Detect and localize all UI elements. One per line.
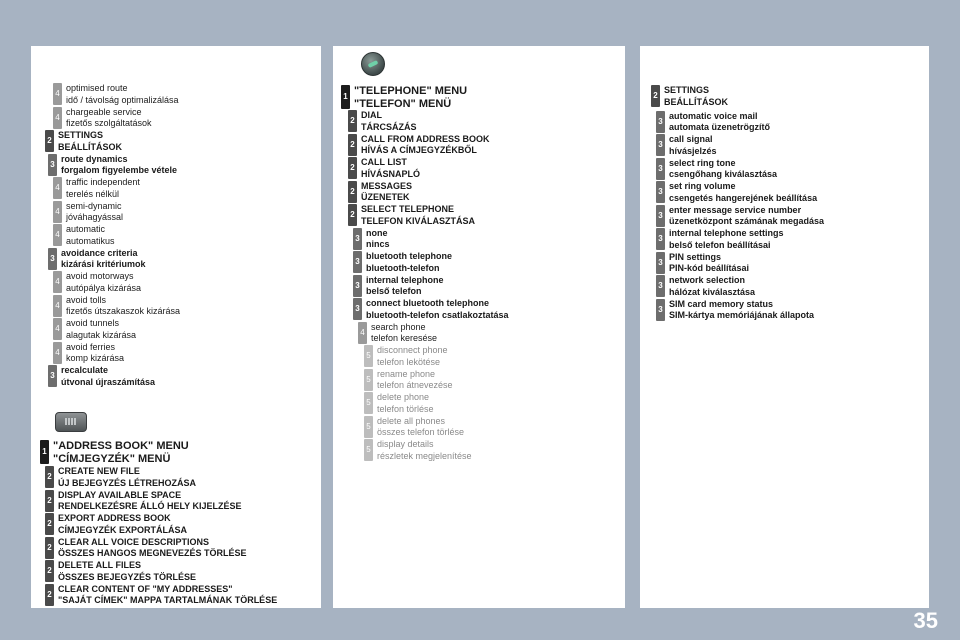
menu-item [656, 181, 817, 204]
level-badge: 3 [656, 228, 665, 250]
item-label-en: delete all phones [377, 415, 446, 426]
level-badge: 4 [358, 322, 367, 344]
item-label-en: set ring volume [669, 181, 736, 191]
page-number: 35 [913, 608, 938, 633]
item-label-hu: hálózat kiválasztása [669, 286, 756, 297]
level-badge: 3 [48, 154, 57, 176]
item-label-hu: alagutak kizárása [66, 329, 137, 340]
level-badge: 4 [53, 83, 62, 105]
level-badge: 5 [364, 416, 373, 438]
menu-item [353, 228, 390, 251]
item-label-en: avoid tolls [66, 294, 107, 305]
item-label-hu: nincs [366, 239, 390, 249]
item-label-en: CALL FROM ADDRESS BOOK [361, 133, 490, 144]
level-badge: 2 [348, 157, 357, 179]
item-label-en: avoid ferries [66, 341, 116, 352]
level-badge: 3 [48, 248, 57, 270]
item-label-hu: üzenetközpont számának megadása [669, 216, 825, 226]
menu-item [40, 440, 189, 465]
item-label-hu: TELEFON KIVÁLASZTÁSA [361, 215, 475, 226]
menu-item [348, 134, 490, 157]
item-label-en: SETTINGS [664, 85, 710, 95]
item-label-en: select ring tone [669, 157, 736, 168]
item-label-en: DIAL [361, 110, 382, 120]
item-label-en: none [366, 227, 388, 238]
level-badge: 3 [656, 299, 665, 321]
item-label-en: bluetooth telephone [366, 251, 452, 261]
item-label-hu: HÍVÁSNAPLÓ [361, 168, 421, 179]
menu-item [651, 85, 728, 108]
item-label-hu: "TELEFON" MENÜ [354, 97, 452, 110]
item-label-en: PIN settings [669, 251, 722, 262]
item-label-en: network selection [669, 275, 746, 285]
menu-item [656, 134, 717, 157]
level-badge: 3 [656, 181, 665, 203]
menu-item [656, 252, 749, 275]
menu-item [348, 157, 420, 180]
item-label-en: DELETE ALL FILES [58, 560, 142, 570]
level-badge: 4 [53, 271, 62, 293]
menu-item [364, 439, 472, 462]
item-label-en: recalculate [61, 365, 109, 375]
menu-item [364, 392, 434, 415]
item-label-en: SIM card memory status [669, 298, 774, 309]
menu-item [53, 107, 152, 130]
item-label-hu: "SAJÁT CÍMEK" MAPPA TARTALMÁNAK TÖRLÉSE [58, 595, 278, 605]
menu-item [45, 513, 187, 536]
level-badge: 3 [656, 252, 665, 274]
item-label-hu: SIM-kártya memóriájának állapota [669, 310, 815, 320]
item-label-en: connect bluetooth telephone [366, 298, 489, 308]
menu-item [353, 275, 444, 298]
telephone-icon [361, 52, 385, 76]
item-label-hu: bluetooth-telefon csatlakoztatása [366, 309, 509, 320]
menu-item [48, 365, 155, 388]
menu-item [353, 251, 452, 274]
item-label-en: SETTINGS [58, 130, 104, 140]
menu-item [53, 318, 136, 341]
item-label-en: rename phone [377, 368, 436, 379]
item-label-hu: fizetős útszakaszok kizárása [66, 306, 181, 316]
menu-item [348, 204, 475, 227]
item-label-en: delete phone [377, 392, 430, 402]
item-label-en: traffic independent [66, 177, 140, 187]
level-badge: 4 [53, 107, 62, 129]
menu-item [45, 537, 247, 560]
item-label-en: internal telephone settings [669, 228, 784, 238]
menu-item [656, 158, 777, 181]
menu-item [53, 271, 141, 294]
menu-item [364, 369, 453, 392]
menu-item [353, 298, 509, 321]
column-telephone-menu [333, 46, 625, 608]
level-badge: 2 [348, 204, 357, 226]
item-label-en: disconnect phone [377, 345, 448, 355]
level-badge: 3 [656, 275, 665, 297]
item-label-hu: jóváhagyással [66, 212, 124, 222]
menu-item [656, 111, 770, 134]
item-label-hu: autópálya kizárása [66, 282, 142, 293]
item-label-en: DISPLAY AVAILABLE SPACE [58, 489, 182, 500]
menu-item [364, 345, 448, 368]
menu-item [348, 110, 417, 133]
item-label-en: enter message service number [669, 204, 802, 215]
menu-item [48, 248, 146, 271]
item-label-hu: idő / távolság optimalizálása [66, 94, 179, 105]
level-badge: 4 [53, 224, 62, 246]
item-label-hu: PIN-kód beállításai [669, 263, 750, 273]
item-label-hu: belső telefon beállításai [669, 239, 771, 250]
level-badge: 1 [40, 440, 49, 464]
item-label-en: semi-dynamic [66, 200, 122, 211]
item-label-hu: kizárási kritériumok [61, 259, 146, 269]
item-label-hu: RENDELKEZÉSRE ÁLLÓ HELY KIJELZÉSE [58, 501, 242, 511]
level-badge: 2 [651, 85, 660, 107]
item-label-hu: fizetős szolgáltatások [66, 118, 152, 128]
item-label-hu: automatikus [66, 235, 115, 246]
level-badge: 5 [364, 369, 373, 391]
item-label-hu: összes telefon törlése [377, 427, 465, 437]
level-badge: 3 [656, 158, 665, 180]
item-label-en: search phone [371, 321, 426, 332]
item-label-en: CREATE NEW FILE [58, 466, 140, 476]
menu-item [364, 416, 464, 439]
level-badge: 5 [364, 345, 373, 367]
level-badge: 5 [364, 439, 373, 461]
menu-item [48, 154, 177, 177]
column-navigation-settings [31, 46, 321, 608]
item-label-hu: csengetés hangerejének beállítása [669, 192, 818, 203]
level-badge: 3 [656, 111, 665, 133]
item-label-hu: telefon lekötése [377, 356, 441, 367]
menu-item [45, 130, 122, 153]
menu-item [45, 490, 242, 513]
address-book-icon [55, 412, 87, 432]
level-badge: 2 [45, 466, 54, 488]
level-badge: 3 [656, 205, 665, 227]
item-label-en: internal telephone [366, 274, 444, 285]
level-badge: 3 [353, 228, 362, 250]
item-label-en: display details [377, 439, 434, 449]
menu-item [656, 275, 755, 298]
item-label-en: avoidance criteria [61, 247, 138, 258]
level-badge: 4 [53, 177, 62, 199]
item-label-hu: csengőhang kiválasztása [669, 169, 778, 179]
item-label-hu: részletek megjelenítése [377, 450, 472, 461]
level-badge: 4 [53, 295, 62, 317]
level-badge: 4 [53, 318, 62, 340]
item-label-en: automatic voice mail [669, 110, 758, 121]
menu-item [45, 560, 196, 583]
item-label-hu: telefon törlése [377, 403, 434, 414]
menu-item [656, 205, 824, 228]
column-telephone-settings [640, 46, 929, 608]
item-label-hu: ÚJ BEJEGYZÉS LÉTREHOZÁSA [58, 477, 197, 488]
item-label-hu: ÖSSZES HANGOS MEGNEVEZÉS TÖRLÉSE [58, 548, 247, 558]
menu-item [53, 201, 123, 224]
item-label-en: EXPORT ADDRESS BOOK [58, 513, 171, 523]
menu-item [53, 177, 140, 200]
level-badge: 2 [45, 490, 54, 512]
menu-item [53, 295, 180, 318]
item-label-hu: belső telefon [366, 286, 422, 296]
menu-item [53, 224, 115, 247]
item-label-hu: BEÁLLÍTÁSOK [664, 96, 728, 107]
item-label-hu: ÜZENETEK [361, 192, 410, 202]
menu-item [358, 322, 437, 345]
item-label-en: automatic [66, 224, 106, 234]
item-label-en: CLEAR ALL VOICE DESCRIPTIONS [58, 536, 210, 547]
menu-item [53, 342, 124, 365]
item-label-hu: ÖSSZES BEJEGYZÉS TÖRLÉSE [58, 571, 197, 582]
level-badge: 1 [341, 85, 350, 109]
item-label-hu: útvonal újraszámítása [61, 376, 156, 387]
level-badge: 4 [53, 342, 62, 364]
level-badge: 3 [353, 298, 362, 320]
item-label-en: SELECT TELEPHONE [361, 204, 455, 214]
level-badge: 2 [348, 181, 357, 203]
item-label-en: call signal [669, 134, 713, 144]
level-badge: 2 [45, 560, 54, 582]
level-badge: 3 [656, 134, 665, 156]
menu-item [45, 584, 277, 607]
level-badge: 5 [364, 392, 373, 414]
item-label-en: avoid tunnels [66, 318, 120, 328]
level-badge: 4 [53, 201, 62, 223]
item-label-hu: bluetooth-telefon [366, 262, 440, 273]
level-badge: 2 [348, 110, 357, 132]
item-label-hu: komp kizárása [66, 353, 125, 363]
menu-item [348, 181, 412, 204]
item-label-en: CALL LIST [361, 157, 407, 167]
item-label-hu: BEÁLLÍTÁSOK [58, 141, 122, 152]
menu-item [341, 85, 467, 110]
item-label-en: chargeable service [66, 106, 142, 117]
level-badge: 3 [48, 365, 57, 387]
item-label-hu: TÁRCSÁZÁS [361, 121, 417, 132]
item-label-hu: forgalom figyelembe vétele [61, 165, 178, 175]
item-label-en: CLEAR CONTENT OF "MY ADDRESSES" [58, 583, 233, 594]
item-label-en: optimised route [66, 83, 128, 93]
level-badge: 2 [45, 537, 54, 559]
item-label-hu: hívásjelzés [669, 145, 717, 156]
item-label-hu: HÍVÁS A CÍMJEGYZÉKBŐL [361, 145, 477, 155]
level-badge: 2 [348, 134, 357, 156]
item-label-hu: telefon keresése [371, 333, 438, 343]
item-label-hu: terelés nélkül [66, 188, 120, 199]
menu-item [45, 466, 196, 489]
level-badge: 3 [353, 275, 362, 297]
menu-item [656, 228, 784, 251]
level-badge: 2 [45, 584, 54, 606]
item-label-hu: telefon átnevezése [377, 380, 453, 390]
level-badge: 3 [353, 251, 362, 273]
item-label-hu: CÍMJEGYZÉK EXPORTÁLÁSA [58, 524, 188, 535]
level-badge: 2 [45, 513, 54, 535]
item-label-hu: automata üzenetrögzítő [669, 122, 771, 132]
item-label-en: "TELEPHONE" MENU [354, 85, 468, 97]
item-label-en: route dynamics [61, 153, 128, 164]
menu-item [53, 83, 179, 106]
item-label-en: "ADDRESS BOOK" MENU [53, 440, 189, 452]
item-label-en: avoid motorways [66, 271, 134, 281]
item-label-en: MESSAGES [361, 180, 413, 191]
level-badge: 2 [45, 130, 54, 152]
menu-item [656, 299, 814, 322]
item-label-hu: "CÍMJEGYZÉK" MENÜ [53, 452, 171, 465]
